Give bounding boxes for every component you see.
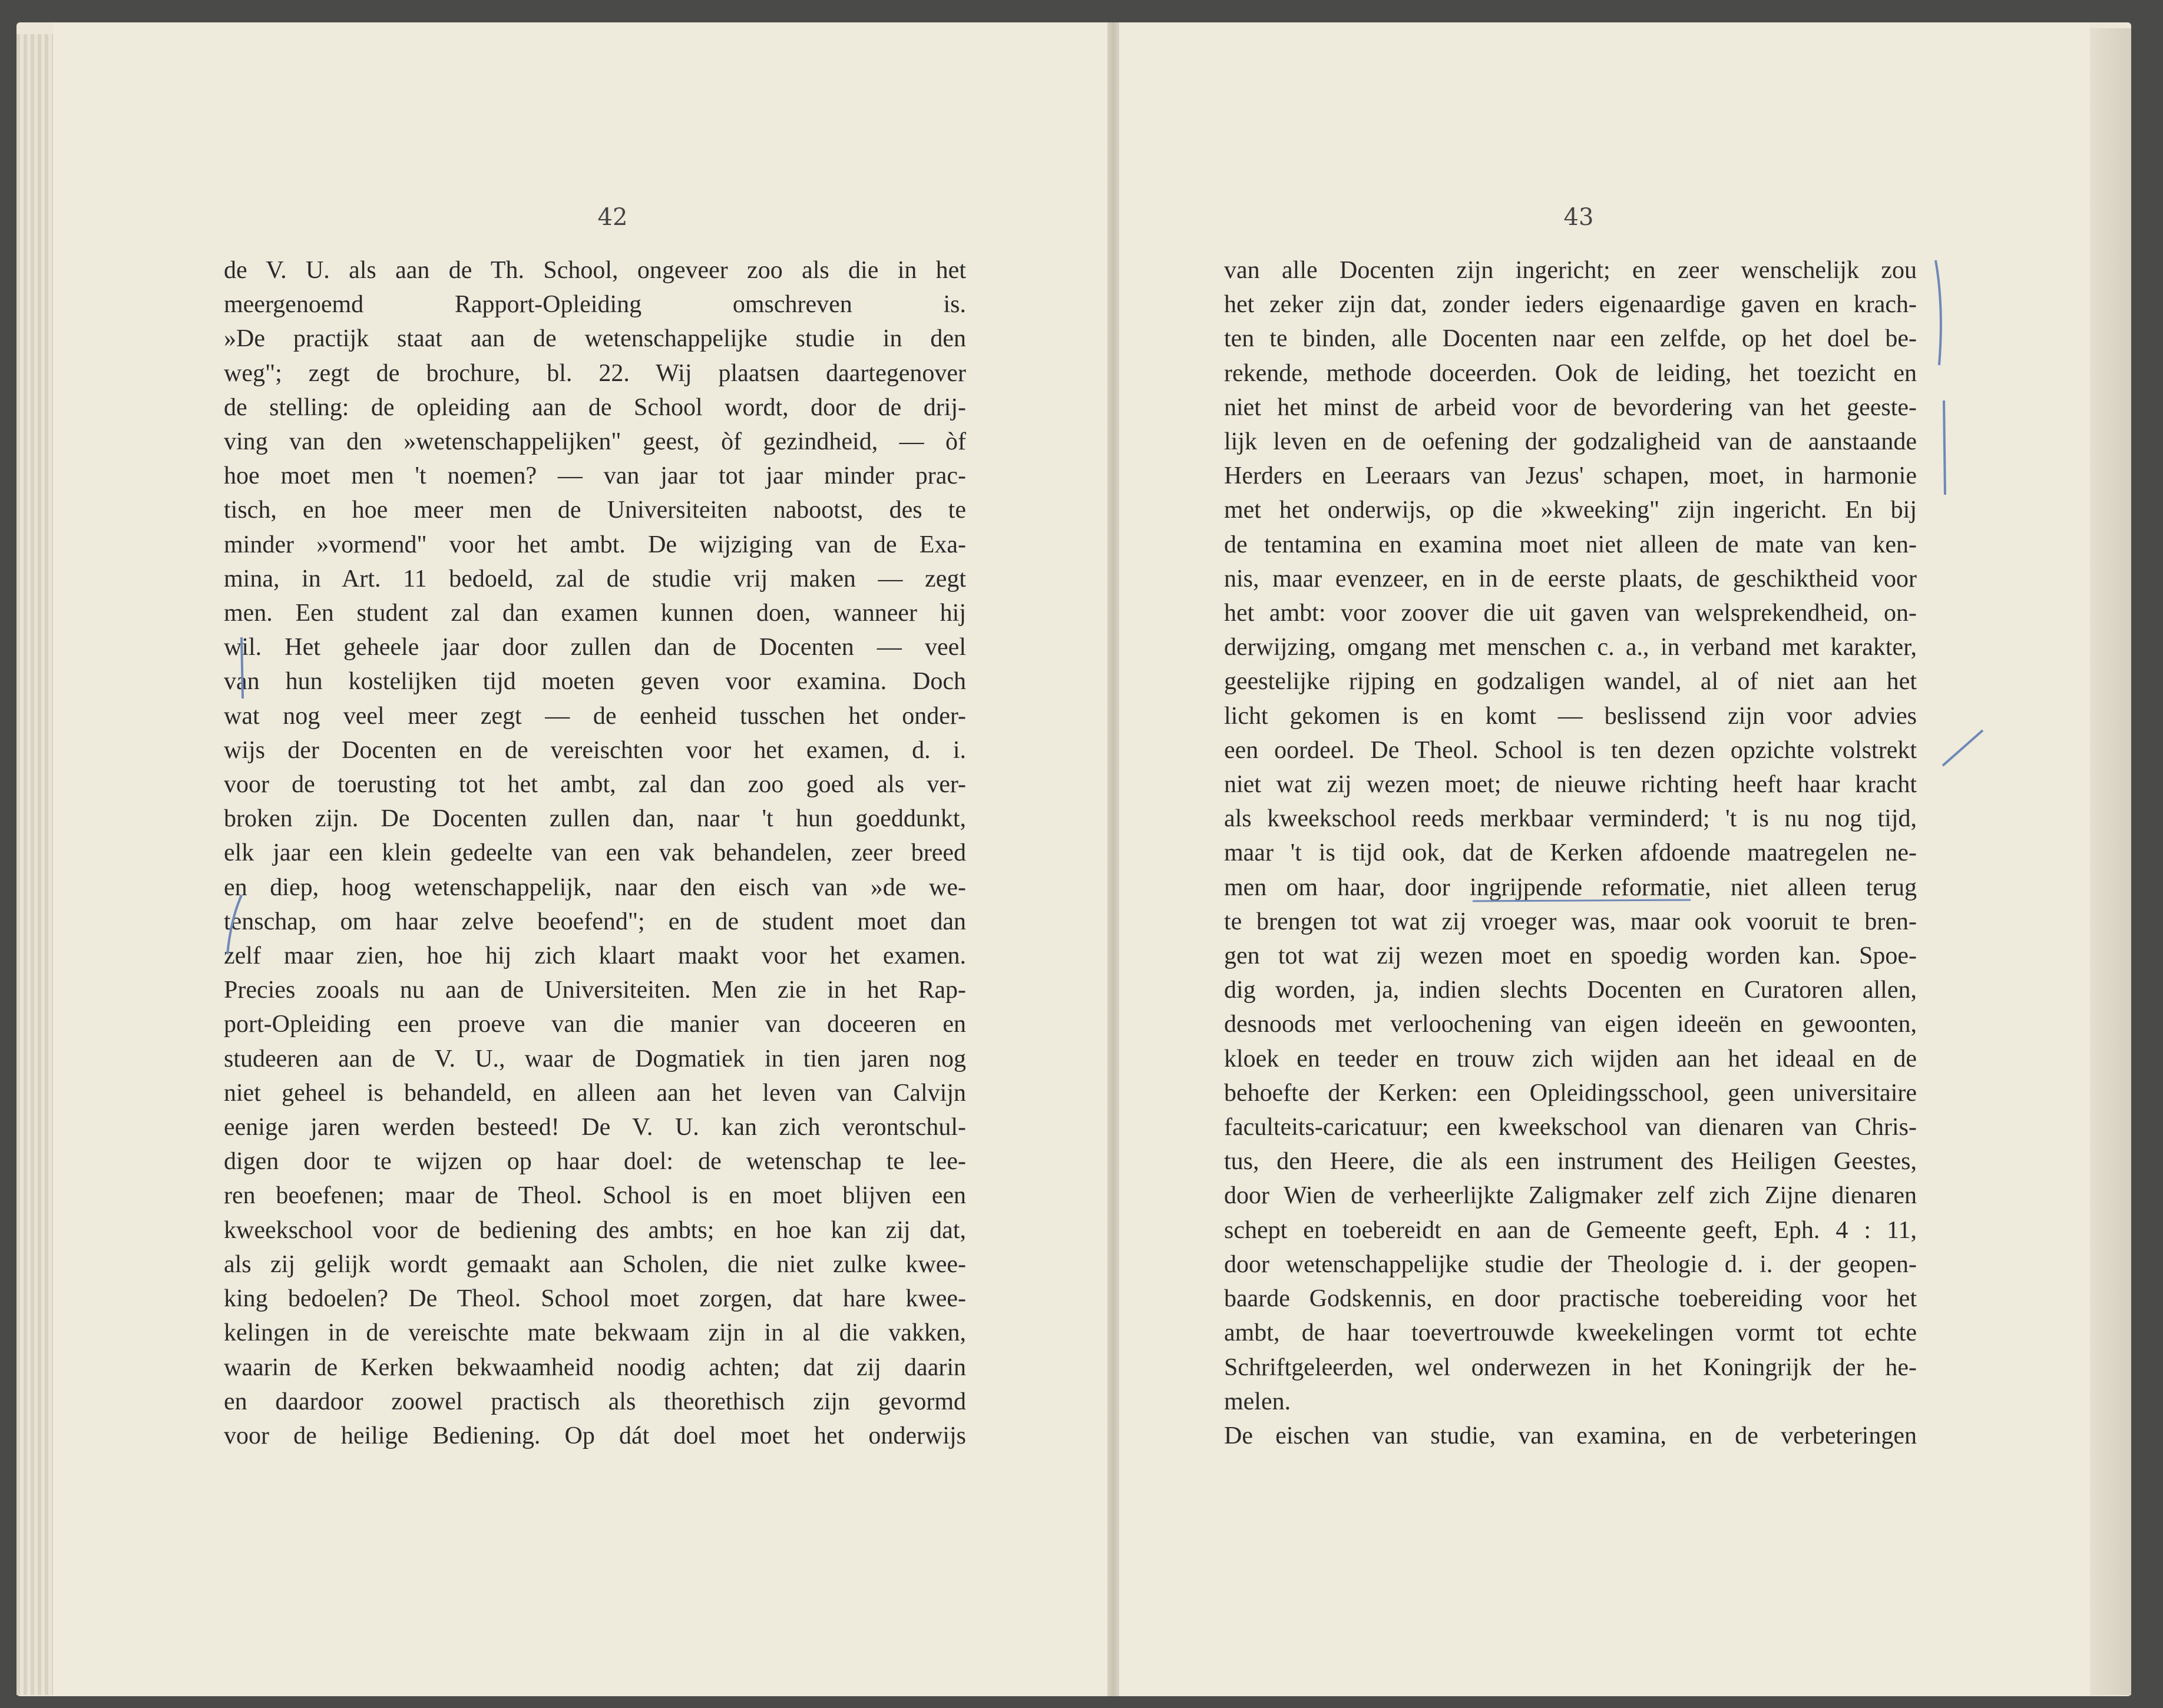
text-line: niet geheel is behandeld, en alleen aan het leven van Calvijn	[224, 1079, 966, 1107]
text-line: melen.	[1224, 1388, 1291, 1415]
text-line: de V. U. als aan de Th. School, ongeveer zoo als die in het	[224, 257, 966, 284]
text-line: studeeren aan de V. U., waar de Dogmatiek in tien jaren nog	[224, 1045, 966, 1073]
text-line: wijs der Docenten en de vereischten voor het examen, d. i.	[224, 736, 966, 764]
right-page-number: 43	[1563, 204, 1594, 231]
text-line: derwijzing, omgang met menschen c. a., in verband met karakter,	[1224, 634, 1917, 661]
text-line: De eischen van studie, van examina, en de verbeteringen	[1224, 1422, 1917, 1449]
text-line: ving van den »wetenschappelijken" geest, òf gezindheid, — òf	[224, 428, 966, 456]
text-line: behoefte der Kerken: een Opleidingsschool, geen universitaire	[1224, 1079, 1917, 1107]
text-line: meergenoemd Rapport-Opleiding omschreven is.	[224, 291, 966, 319]
text-line: niet het minst de arbeid voor de bevordering van het geeste-	[1224, 393, 1917, 421]
margin-mark-right-top	[1936, 260, 1941, 365]
text-line: kelingen in de vereischte mate bekwaam zijn in al die vakken,	[224, 1319, 966, 1347]
text-line: licht gekomen is en komt — beslissend zijn voor advies	[1224, 702, 1917, 730]
text-line: ren beoefenen; maar de Theol. School is en moet blijven een	[224, 1182, 966, 1210]
text-line: Schriftgeleerden, wel onderwezen in het Koningrijk der he-	[1224, 1353, 1917, 1381]
text-line: tenschap, om haar zelve beoefend"; en de student moet dan	[224, 908, 966, 935]
margin-tick-right	[1943, 730, 1983, 766]
text-line: het ambt: voor zoover die uit gaven van welsprekendheid, on-	[1224, 600, 1917, 627]
text-line: geestelijke rijping en godzaligen wandel, al of niet aan het	[1224, 668, 1917, 696]
text-line: nis, maar evenzeer, en in de eerste plaats, de geschiktheid voor	[1224, 565, 1917, 592]
text-line: elk jaar een klein gedeelte van een vak behandelen, zeer breed	[224, 839, 966, 867]
text-line: tisch, en hoe meer men de Universiteiten nabootst, des te	[224, 496, 966, 524]
text-line: mina, in Art. 11 bedoeld, zal de studie vrij maken — zegt	[224, 565, 966, 592]
underline-reformatie	[1473, 900, 1691, 901]
text-line: van hun kostelijken tijd moeten geven voor examina. Doch	[224, 668, 966, 696]
text-line: king bedoelen? De Theol. School moet zorgen, dat hare kwee-	[224, 1285, 966, 1313]
text-line: baarde Godskennis, en door practische toebereiding voor het	[1224, 1285, 1917, 1313]
text-line: door Wien de verheerlijkte Zaligmaker zelf zich Zijne dienaren	[1224, 1182, 1917, 1210]
text-line: door wetenschappelijke studie der Theologie d. i. der geopen-	[1224, 1250, 1917, 1278]
text-line: »De practijk staat aan de wetenschappelijke studie in den	[224, 325, 966, 353]
text-line: digen door te wijzen op haar doel: de wetenschap te lee-	[224, 1148, 966, 1176]
text-line: voor de toerusting tot het ambt, zal dan zoo goed als ver-	[224, 771, 966, 799]
text-line: maar 't is tijd ook, dat de Kerken afdoende maatregelen ne-	[1224, 839, 1917, 867]
text-line: als zij gelijk wordt gemaakt aan Scholen, die niet zulke kwee-	[224, 1250, 966, 1278]
text-line: van alle Docenten zijn ingericht; en zeer wenschelijk zou	[1224, 257, 1917, 284]
text-line: waarin de Kerken bekwaamheid noodig achten; dat zij daarin	[224, 1353, 966, 1381]
text-line: Herders en Leeraars van Jezus' schapen, moet, in harmonie	[1224, 462, 1917, 490]
text-line: minder »vormend" voor het ambt. De wijziging van de Exa-	[224, 531, 966, 558]
text-line: en daardoor zoowel practisch als theorethisch zijn gevormd	[224, 1388, 966, 1415]
margin-mark-left	[242, 637, 243, 699]
text-line: Precies zooals nu aan de Universiteiten. Men zie in het Rap-	[224, 977, 966, 1004]
text-line: desnoods met verloochening van eigen ideeën en gewoonten,	[1224, 1011, 1917, 1038]
text-line: schept en toebereidt en aan de Gemeente geeft, Eph. 4 : 11,	[1224, 1216, 1917, 1244]
text-line: zelf maar zien, hoe hij zich klaart maakt voor het examen.	[224, 942, 966, 970]
text-line: te brengen tot wat zij vroeger was, maar ook vooruit te bren-	[1224, 908, 1917, 935]
text-line: tus, den Heere, die als een instrument des Heiligen Geestes,	[1224, 1148, 1917, 1176]
text-line: wil. Het geheele jaar door zullen dan de Docenten — veel	[224, 634, 966, 661]
text-line: ambt, de haar toevertrouwde kweekelingen vormt tot echte	[1224, 1319, 1917, 1347]
text-line: het zeker zijn dat, zonder ieders eigenaardige gaven en krach-	[1224, 291, 1917, 319]
text-line: ten te binden, alle Docenten naar een zelfde, op het doel be-	[1224, 325, 1917, 353]
text-line: wat nog veel meer zegt — de eenheid tusschen het onder-	[224, 702, 966, 730]
text-line: de tentamina en examina moet niet alleen de mate van ken-	[1224, 531, 1917, 558]
text-line: rekende, methode doceerden. Ook de leiding, het toezicht en	[1224, 359, 1917, 387]
text-line: en diep, hoog wetenschappelijk, naar den eisch van »de we-	[224, 873, 966, 901]
margin-mark-right-mid	[1944, 400, 1945, 495]
text-line: men. Een student zal dan examen kunnen doen, wanneer hij	[224, 600, 966, 627]
text-line: een oordeel. De Theol. School is ten dezen opzichte volstrekt	[1224, 736, 1917, 764]
text-line: port-Opleiding een proeve van die manier van doceeren en	[224, 1011, 966, 1038]
left-page-number: 42	[597, 204, 628, 231]
text-line: voor de heilige Bediening. Op dát doel moet het onderwijs	[224, 1422, 966, 1449]
text-line: lijk leven en de oefening der godzaligheid van de aanstaande	[1224, 428, 1917, 456]
text-line: faculteits-caricatuur; een kweekschool van dienaren van Chris-	[1224, 1114, 1917, 1141]
text-line: hoe moet men 't noemen? — van jaar tot jaar minder prac-	[224, 462, 966, 490]
text-line: dig worden, ja, indien slechts Docenten en Curatoren allen,	[1224, 977, 1917, 1004]
text-line: broken zijn. De Docenten zullen dan, naar 't hun goeddunkt,	[224, 805, 966, 833]
text-line: met het onderwijs, op die »kweeking" zijn ingericht. En bij	[1224, 496, 1917, 524]
text-line: kweekschool voor de bediening des ambts; en hoe kan zij dat,	[224, 1216, 966, 1244]
text-line: de stelling: de opleiding aan de School wordt, door de drij-	[224, 393, 966, 421]
text-line: niet wat zij wezen moet; de nieuwe richting heeft haar kracht	[1224, 771, 1917, 799]
text-line: eenige jaren werden besteed! De V. U. kan zich verontschul-	[224, 1114, 966, 1141]
text-line: men om haar, door ingrijpende reformatie, niet alleen terug	[1224, 873, 1917, 901]
text-line: als kweekschool reeds merkbaar verminderd; 't is nu nog tijd,	[1224, 805, 1917, 833]
text-line: weg"; zegt de brochure, bl. 22. Wij plaatsen daartegenover	[224, 359, 966, 387]
margin-mark-left-curve	[227, 895, 242, 954]
text-line: gen tot wat zij wezen moet en spoedig worden kan. Spoe-	[1224, 942, 1917, 970]
text-line: kloek en teeder en trouw zich wijden aan het ideaal en de	[1224, 1045, 1917, 1073]
